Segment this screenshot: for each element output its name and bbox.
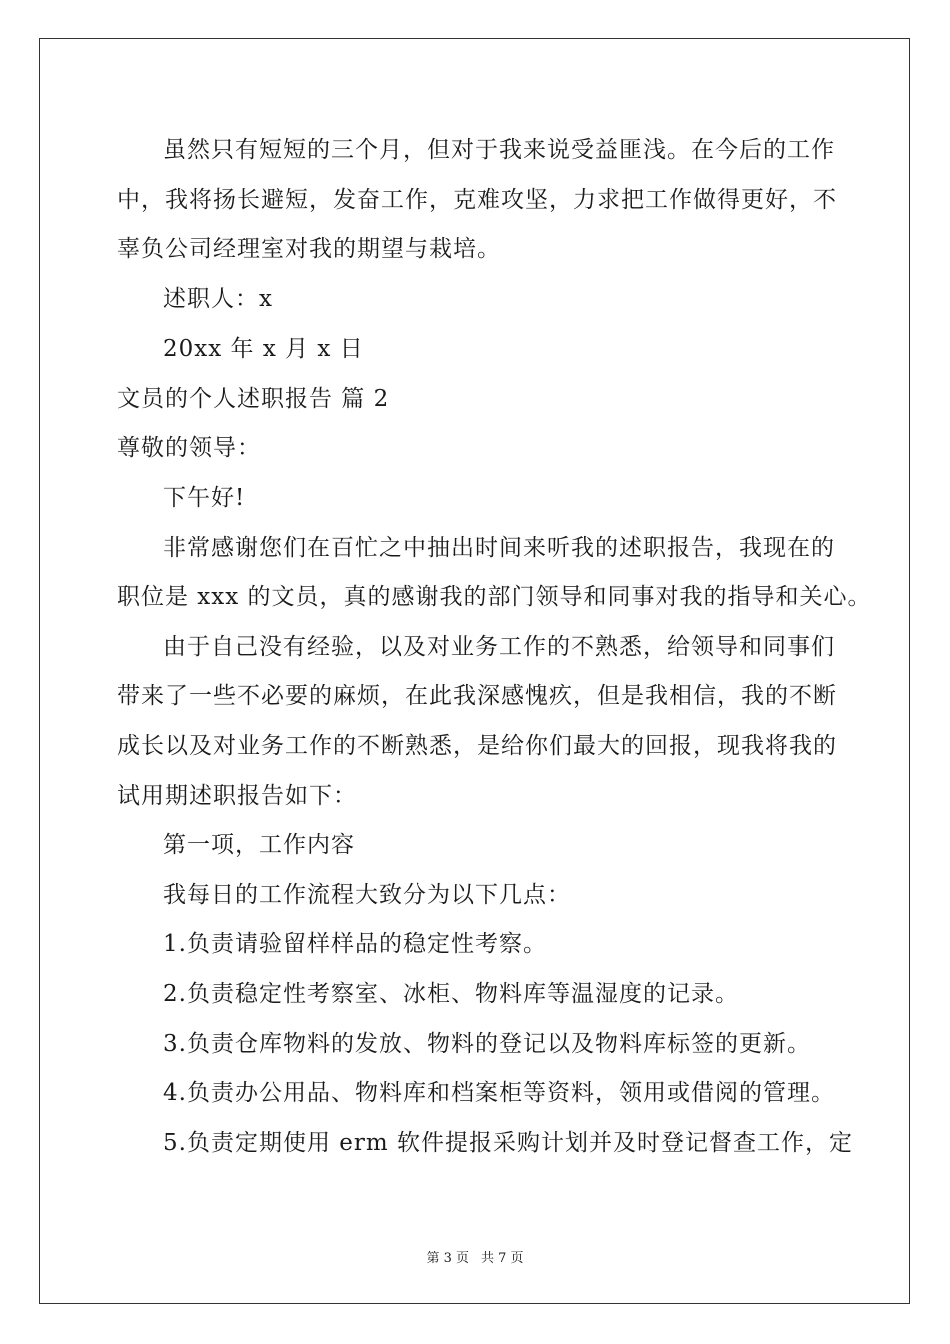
- list-item: 3.负责仓库物料的发放、物料的登记以及物料库标签的更新。: [163, 1031, 811, 1057]
- page-number: 第 3 页: [426, 1251, 469, 1266]
- list-item: 1.负责请验留样样品的稳定性考察。: [163, 931, 547, 957]
- list-item: 2.负责稳定性考察室、冰柜、物料库等温湿度的记录。: [163, 981, 739, 1007]
- greeting: 下午好!: [163, 485, 246, 511]
- paragraph-line: 由于自己没有经验，以及对业务工作的不熟悉，给领导和同事们: [163, 634, 835, 660]
- paragraph-line: 中，我将扬长避短，发奋工作，克难攻坚，力求把工作做得更好，不: [117, 187, 837, 213]
- paragraph-line: 职位是 xxx 的文员，真的感谢我的部门领导和同事对我的指导和关心。: [117, 584, 872, 610]
- page-border: [39, 38, 910, 1304]
- page-total: 共 7 页: [481, 1251, 524, 1266]
- list-item: 4.负责办公用品、物料库和档案柜等资料，领用或借阅的管理。: [163, 1080, 835, 1106]
- signer-line: 述职人：x: [163, 286, 273, 312]
- date-line: 20xx 年 x 月 x 日: [163, 336, 364, 362]
- paragraph-line: 非常感谢您们在百忙之中抽出时间来听我的述职报告，我现在的: [163, 535, 835, 561]
- paragraph-line: 试用期述职报告如下：: [117, 783, 357, 809]
- salutation: 尊敬的领导：: [117, 435, 261, 461]
- paragraph-line: 带来了一些不必要的麻烦，在此我深感愧疚，但是我相信，我的不断: [117, 683, 837, 709]
- section-title: 文员的个人述职报告 篇 2: [117, 386, 390, 412]
- paragraph-line: 我每日的工作流程大致分为以下几点：: [163, 882, 571, 908]
- subsection-title: 第一项，工作内容: [163, 832, 355, 858]
- list-item: 5.负责定期使用 erm 软件提报采购计划并及时登记督查工作，定: [163, 1130, 853, 1156]
- paragraph-line: 辜负公司经理室对我的期望与栽培。: [117, 236, 501, 262]
- paragraph-line: 虽然只有短短的三个月，但对于我来说受益匪浅。在今后的工作: [163, 137, 835, 163]
- paragraph-line: 成长以及对业务工作的不断熟悉，是给你们最大的回报，现我将我的: [117, 733, 837, 759]
- page-footer: [0, 1247, 950, 1266]
